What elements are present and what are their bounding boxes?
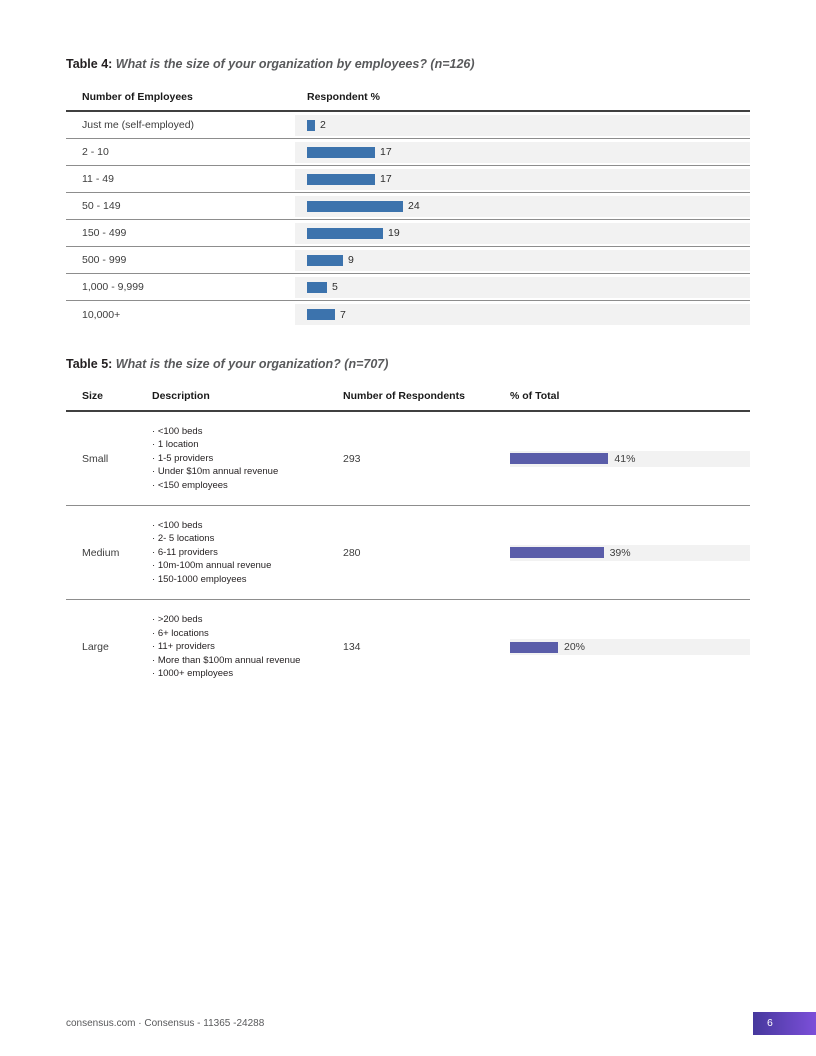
description-bullet: · 1 location (152, 438, 343, 452)
table5-row (66, 600, 750, 694)
page-number-badge: 6 (753, 1012, 816, 1035)
respondent-pct-bar (307, 309, 335, 320)
table5-header-row (66, 390, 750, 412)
table5-col-header-size: Size (82, 390, 104, 402)
bar-track (295, 304, 750, 325)
employee-range-label: 500 - 999 (82, 254, 127, 266)
table4-row (66, 220, 750, 247)
description-bullet: · 1000+ employees (152, 667, 343, 681)
description-bullet: · 11+ providers (152, 640, 343, 654)
employee-range-label: 50 - 149 (82, 200, 121, 212)
description-bullet: · 1-5 providers (152, 452, 343, 466)
bar-value-label: 5 (332, 281, 338, 293)
respondent-pct-bar (307, 228, 383, 239)
employee-range-label: 11 - 49 (82, 173, 114, 185)
description-bullet: · 6-11 providers (152, 546, 343, 560)
pct-bar-cell (510, 545, 750, 561)
table5-col-header-pct-of-total: % of Total (510, 390, 560, 402)
employee-range-label: 150 - 499 (82, 227, 127, 239)
respondent-pct-bar (307, 255, 343, 266)
respondent-pct-bar (307, 282, 327, 293)
table4-header-row (66, 91, 750, 112)
bar-value-label: 19 (388, 227, 400, 239)
table4-row (66, 274, 750, 301)
description-bullet: · More than $100m annual revenue (152, 654, 343, 668)
description-bullet: · Under $10m annual revenue (152, 465, 343, 479)
table5-title (66, 357, 750, 372)
table4-title-prefix: Table 4: (66, 57, 113, 71)
description-bullet: · 6+ locations (152, 627, 343, 641)
description-bullet: · 150-1000 employees (152, 573, 343, 587)
respondent-pct-bar (307, 120, 315, 131)
respondent-count: 280 (343, 546, 361, 559)
pct-of-total-bar (510, 453, 608, 464)
bar-value-label: 9 (348, 254, 354, 266)
footer-text: consensus.com · Consensus - 11365 -24288 (66, 1018, 265, 1029)
respondent-pct-bar (307, 174, 375, 185)
bar-track (295, 250, 750, 271)
table5-row (66, 506, 750, 600)
description-bullet: · 10m-100m annual revenue (152, 559, 343, 573)
table5-title-prefix: Table 5: (66, 357, 113, 371)
table4-row (66, 193, 750, 220)
table4-row (66, 247, 750, 274)
bar-track (295, 223, 750, 244)
org-size-description (152, 519, 343, 587)
pct-value-label: 39% (609, 546, 631, 559)
bar-track (295, 115, 750, 136)
org-size-label: Large (82, 641, 109, 653)
description-bullet: · <150 employees (152, 479, 343, 493)
bar-track (295, 142, 750, 163)
table4-row (66, 112, 750, 139)
bar-track (295, 196, 750, 217)
employee-range-label: Just me (self-employed) (82, 119, 195, 131)
page-content (66, 0, 750, 694)
table5-col-header-respondents: Number of Respondents (343, 390, 465, 402)
employee-range-label: 2 - 10 (82, 146, 109, 158)
respondent-pct-bar (307, 147, 375, 158)
bar-track (510, 451, 750, 467)
bar-value-label: 2 (320, 119, 326, 131)
org-size-label: Medium (82, 546, 120, 559)
table5-col-header-description: Description (152, 390, 210, 402)
table4-row (66, 301, 750, 328)
bar-track (510, 639, 750, 655)
description-bullet: · >200 beds (152, 613, 343, 627)
employee-range-label: 10,000+ (82, 308, 121, 321)
bar-value-label: 17 (380, 173, 392, 185)
bar-value-label: 17 (380, 146, 392, 158)
pct-of-total-bar (510, 547, 604, 558)
pct-value-label: 41% (614, 452, 636, 465)
table4-row (66, 139, 750, 166)
employee-range-label: 1,000 - 9,999 (82, 281, 144, 293)
table4-title-question: What is the size of your organization by employees? (n=126) (115, 57, 475, 71)
org-size-label: Small (82, 452, 109, 465)
bar-value-label: 7 (340, 308, 346, 321)
table4-body (66, 112, 750, 328)
table5-body (66, 412, 750, 694)
table5-title-question: What is the size of your organization? (n=707) (115, 357, 389, 371)
table4-col-header-employees: Number of Employees (82, 91, 193, 103)
bar-track (295, 277, 750, 298)
pct-bar-cell (510, 451, 750, 467)
table5-row (66, 412, 750, 506)
pct-bar-cell (510, 639, 750, 655)
bar-value-label: 24 (408, 200, 420, 212)
org-size-description (152, 613, 343, 681)
respondent-pct-bar (307, 201, 403, 212)
bar-track (510, 545, 750, 561)
pct-of-total-bar (510, 642, 558, 653)
table4-row (66, 166, 750, 193)
description-bullet: · <100 beds (152, 425, 343, 439)
table4-title (66, 57, 750, 72)
respondent-count: 293 (343, 452, 361, 465)
description-bullet: · 2- 5 locations (152, 532, 343, 546)
description-bullet: · <100 beds (152, 519, 343, 533)
respondent-count: 134 (343, 641, 361, 653)
table4-col-header-respondent-pct: Respondent % (307, 91, 380, 103)
org-size-description (152, 425, 343, 493)
bar-track (295, 169, 750, 190)
pct-value-label: 20% (564, 641, 586, 653)
